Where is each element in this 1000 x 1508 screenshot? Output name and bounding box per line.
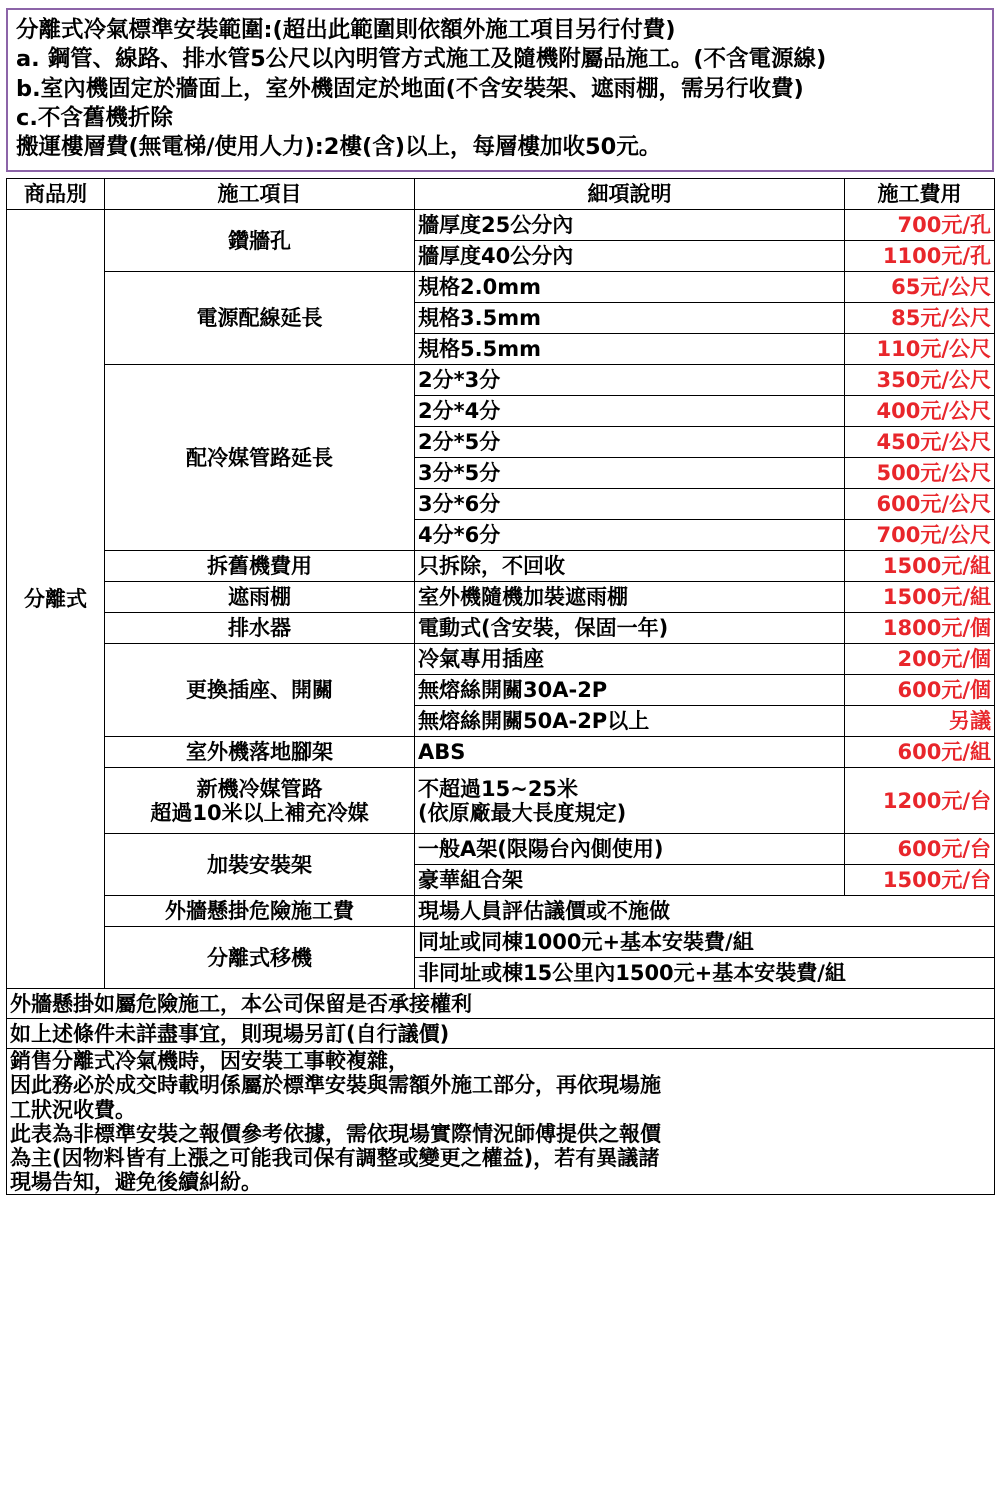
notice-line-1: 分離式冷氣標準安裝範圍:(超出此範圍則依額外施工項目另行付費) — [16, 17, 676, 43]
detail-cell: 電動式(含安裝，保固一年) — [415, 613, 845, 644]
item-line-1: 新機冷媒管路 — [196, 776, 323, 801]
detail-cell: 豪華組合架 — [415, 865, 845, 896]
table-row — [7, 272, 995, 303]
header-item: 施工項目 — [105, 179, 415, 210]
notice-line-4: c.不含舊機折除 — [16, 104, 173, 131]
fee-cell: 1500元/組 — [845, 551, 995, 582]
note-text: 外牆懸掛如屬危險施工，本公司保留是否承接權利 — [7, 989, 995, 1019]
category-cell: 分離式 — [7, 210, 105, 989]
item-cell — [105, 768, 415, 834]
detail-cell: 一般A架(限陽台內側使用) — [415, 834, 845, 865]
fee-cell: 600元/台 — [845, 834, 995, 865]
fee-cell: 1200元/台 — [845, 768, 995, 834]
item-cell: 排水器 — [105, 613, 415, 644]
fee-cell: 65元/公尺 — [845, 272, 995, 303]
disclaimer-line-2: 因此務必於成交時載明係屬於標準安裝與需額外施工部分，再依現場施 — [10, 1073, 661, 1098]
note-text: 如上述條件未詳盡事宜，則現場另訂(自行議價) — [7, 1019, 995, 1049]
fee-cell: 600元/公尺 — [845, 489, 995, 520]
table-row — [7, 896, 995, 927]
disclaimer-line-5: 為主(因物料皆有上漲之可能我司保有調整或變更之權益)，若有異議諸 — [10, 1145, 660, 1170]
installation-scope-notice — [6, 8, 994, 172]
table-header-row — [7, 179, 995, 210]
detail-line-1: 不超過15~25米 — [418, 776, 579, 801]
detail-cell: 4分*6分 — [415, 520, 845, 551]
table-row — [7, 210, 995, 241]
table-row — [7, 365, 995, 396]
detail-cell: 無熔絲開關30A-2P — [415, 675, 845, 706]
detail-cell: 2分*3分 — [415, 365, 845, 396]
fee-cell: 85元/公尺 — [845, 303, 995, 334]
fee-cell: 1500元/台 — [845, 865, 995, 896]
disclaimer-line-3: 工狀況收費。 — [10, 1097, 136, 1122]
detail-cell: 規格3.5mm — [415, 303, 845, 334]
fee-cell: 110元/公尺 — [845, 334, 995, 365]
detail-cell: 牆厚度25公分內 — [415, 210, 845, 241]
detail-cell: 同址或同棟1000元+基本安裝費/組 — [415, 927, 995, 958]
detail-cell: 只拆除，不回收 — [415, 551, 845, 582]
fee-cell: 200元/個 — [845, 644, 995, 675]
item-cell: 拆舊機費用 — [105, 551, 415, 582]
notice-line-2: a. 鋼管、線路、排水管5公尺以內明管方式施工及隨機附屬品施工。(不含電源線) — [16, 46, 827, 73]
table-row — [7, 551, 995, 582]
table-row — [7, 613, 995, 644]
table-row — [7, 644, 995, 675]
item-cell: 更換插座、開關 — [105, 644, 415, 737]
table-row — [7, 737, 995, 768]
header-detail: 細項說明 — [415, 179, 845, 210]
item-cell: 遮雨棚 — [105, 582, 415, 613]
item-cell: 配冷媒管路延長 — [105, 365, 415, 551]
fee-cell: 500元/公尺 — [845, 458, 995, 489]
detail-cell: 現場人員評估議價或不施做 — [415, 896, 995, 927]
fee-cell: 700元/孔 — [845, 210, 995, 241]
item-cell: 室外機落地腳架 — [105, 737, 415, 768]
fee-cell: 600元/個 — [845, 675, 995, 706]
header-category: 商品別 — [7, 179, 105, 210]
table-row — [7, 927, 995, 958]
header-fee: 施工費用 — [845, 179, 995, 210]
fee-cell: 1100元/孔 — [845, 241, 995, 272]
table-row — [7, 582, 995, 613]
disclaimer-row — [7, 1049, 995, 1195]
detail-cell: 2分*5分 — [415, 427, 845, 458]
disclaimer-line-1: 銷售分離式冷氣機時，因安裝工事較複雜， — [10, 1049, 409, 1074]
detail-cell — [415, 768, 845, 834]
notice-line-5: 搬運樓層費(無電梯/使用人力):2樓(含)以上，每層樓加收50元。 — [16, 134, 662, 160]
pricing-table — [6, 178, 995, 1195]
detail-cell: 規格5.5mm — [415, 334, 845, 365]
disclaimer-line-6: 現場告知，避免後續糾紛。 — [10, 1169, 262, 1194]
detail-cell: 室外機隨機加裝遮雨棚 — [415, 582, 845, 613]
document-page — [0, 8, 1000, 1508]
detail-line-2: (依原廠最大長度規定) — [418, 800, 627, 825]
detail-cell: 無熔絲開關50A-2P以上 — [415, 706, 845, 737]
item-cell: 加裝安裝架 — [105, 834, 415, 896]
fee-cell: 400元/公尺 — [845, 396, 995, 427]
item-cell: 外牆懸掛危險施工費 — [105, 896, 415, 927]
fee-cell: 1800元/個 — [845, 613, 995, 644]
item-cell: 鑽牆孔 — [105, 210, 415, 272]
fee-cell: 450元/公尺 — [845, 427, 995, 458]
item-cell: 電源配線延長 — [105, 272, 415, 365]
item-line-2: 超過10米以上補充冷媒 — [150, 800, 369, 825]
fee-cell: 350元/公尺 — [845, 365, 995, 396]
disclaimer-block — [7, 1049, 995, 1195]
notice-line-3: b.室內機固定於牆面上，室外機固定於地面(不含安裝架、遮雨棚，需另行收費) — [16, 75, 804, 102]
detail-cell: 規格2.0mm — [415, 272, 845, 303]
note-row — [7, 989, 995, 1019]
fee-cell: 600元/組 — [845, 737, 995, 768]
table-row — [7, 768, 995, 834]
disclaimer-line-4: 此表為非標準安裝之報價參考依據，需依現場實際情況師傅提供之報價 — [10, 1121, 661, 1146]
detail-cell: 2分*4分 — [415, 396, 845, 427]
detail-cell: 牆厚度40公分內 — [415, 241, 845, 272]
fee-cell: 另議 — [845, 706, 995, 737]
fee-cell: 700元/公尺 — [845, 520, 995, 551]
fee-cell: 1500元/組 — [845, 582, 995, 613]
detail-cell: 非同址或棟15公里內1500元+基本安裝費/組 — [415, 958, 995, 989]
detail-cell: 冷氣專用插座 — [415, 644, 845, 675]
detail-cell: 3分*5分 — [415, 458, 845, 489]
detail-cell: ABS — [415, 737, 845, 768]
table-row — [7, 834, 995, 865]
item-cell: 分離式移機 — [105, 927, 415, 989]
detail-cell: 3分*6分 — [415, 489, 845, 520]
note-row — [7, 1019, 995, 1049]
